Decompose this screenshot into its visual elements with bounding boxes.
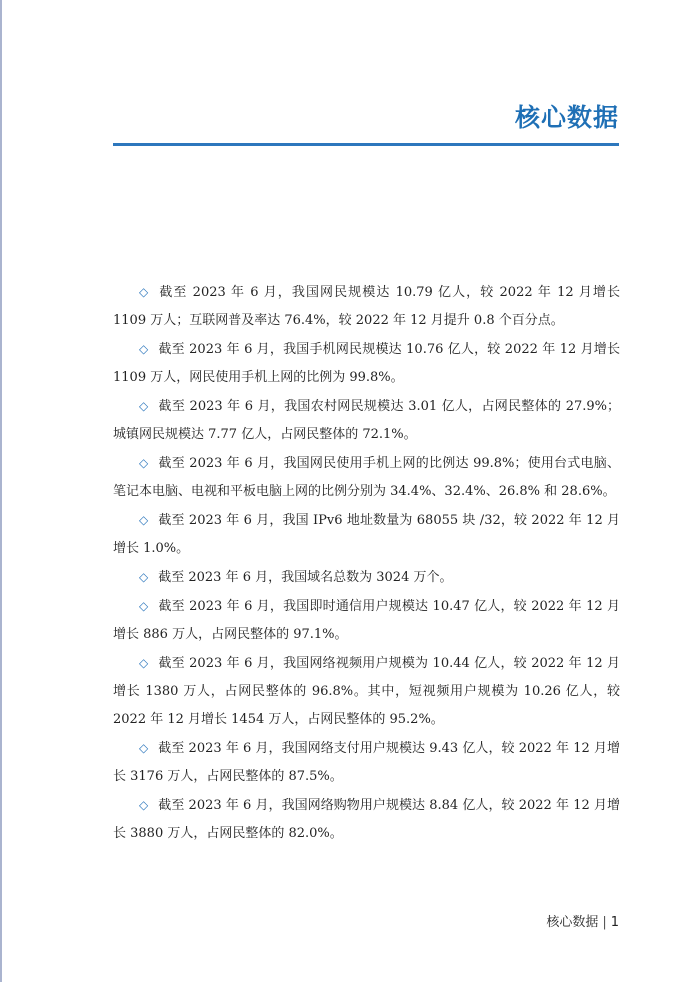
paragraph-text: 截至 2023 年 6 月，我国手机网民规模达 10.76 亿人，较 2022 年 12 月增长 1109 万人，网民使用手机上网的比例为 99.8%。 — [113, 342, 620, 385]
footer-separator: | — [602, 915, 607, 930]
paragraph-text: 截至 2023 年 6 月，我国即时通信用户规模达 10.47 亿人，较 2022 年 12 月增长 886 万人，占网民整体的 97.1%。 — [113, 599, 620, 642]
paragraph-text: 截至 2023 年 6 月，我国网民使用手机上网的比例达 99.8%；使用台式电脑、笔记本电脑、电视和平板电脑上网的比例分别为 34.4%、32.4%、26.8% 和 28.6%。 — [113, 456, 620, 499]
list-item — [113, 592, 620, 649]
list-item — [113, 449, 620, 506]
diamond-bullet-icon: ◇ — [139, 798, 149, 812]
list-item — [113, 506, 620, 563]
diamond-bullet-icon: ◇ — [139, 342, 149, 356]
paragraph-text: 截至 2023 年 6 月，我国网络支付用户规模达 9.43 亿人，较 2022 年 12 月增长 3176 万人，占网民整体的 87.5%。 — [113, 741, 621, 784]
paragraph-text: 截至 2023 年 6 月，我国农村网民规模达 3.01 亿人，占网民整体的 27.9%；城镇网民规模达 7.77 亿人，占网民整体的 72.1%。 — [113, 399, 620, 442]
paragraph-text: 截至 2023 年 6 月，我国网络视频用户规模为 10.44 亿人，较 2022 年 12 月增长 1380 万人，占网民整体的 96.8%。其中，短视频用户规模为 10.26 亿人，较 2022 年 12 月增长 1454 万人，占网民整体的 95.2%。 — [113, 656, 620, 727]
paragraph-text: 截至 2023 年 6 月，我国 IPv6 地址数量为 68055 块 /32，较 2022 年 12 月增长 1.0%。 — [113, 513, 620, 556]
page-footer — [546, 911, 619, 930]
list-item — [113, 649, 620, 734]
paragraph-text: 截至 2023 年 6 月，我国域名总数为 3024 万个。 — [158, 570, 453, 585]
paragraph-text: 截至 2023 年 6 月，我国网络购物用户规模达 8.84 亿人，较 2022 年 12 月增长 3880 万人，占网民整体的 82.0%。 — [113, 798, 621, 841]
page-left-edge — [0, 0, 2, 982]
list-item — [113, 563, 620, 592]
diamond-bullet-icon: ◇ — [139, 656, 149, 670]
diamond-bullet-icon: ◇ — [139, 599, 149, 613]
list-item — [113, 278, 620, 335]
title-underline — [113, 143, 619, 146]
list-item — [113, 392, 620, 449]
list-item — [113, 734, 620, 791]
list-item — [113, 791, 620, 848]
list-item — [113, 335, 620, 392]
paragraph-text: 截至 2023 年 6 月，我国网民规模达 10.79 亿人，较 2022 年 12 月增长 1109 万人；互联网普及率达 76.4%，较 2022 年 12 月提升 0.8 个百分点。 — [113, 285, 620, 328]
diamond-bullet-icon: ◇ — [139, 285, 150, 299]
diamond-bullet-icon: ◇ — [139, 456, 149, 470]
footer-section-title: 核心数据 — [546, 915, 599, 930]
diamond-bullet-icon: ◇ — [139, 570, 149, 584]
page-title: 核心数据 — [514, 103, 619, 132]
key-data-list — [113, 278, 620, 848]
page-number: 1 — [610, 915, 619, 930]
diamond-bullet-icon: ◇ — [139, 741, 149, 755]
diamond-bullet-icon: ◇ — [139, 399, 149, 413]
diamond-bullet-icon: ◇ — [139, 513, 149, 527]
